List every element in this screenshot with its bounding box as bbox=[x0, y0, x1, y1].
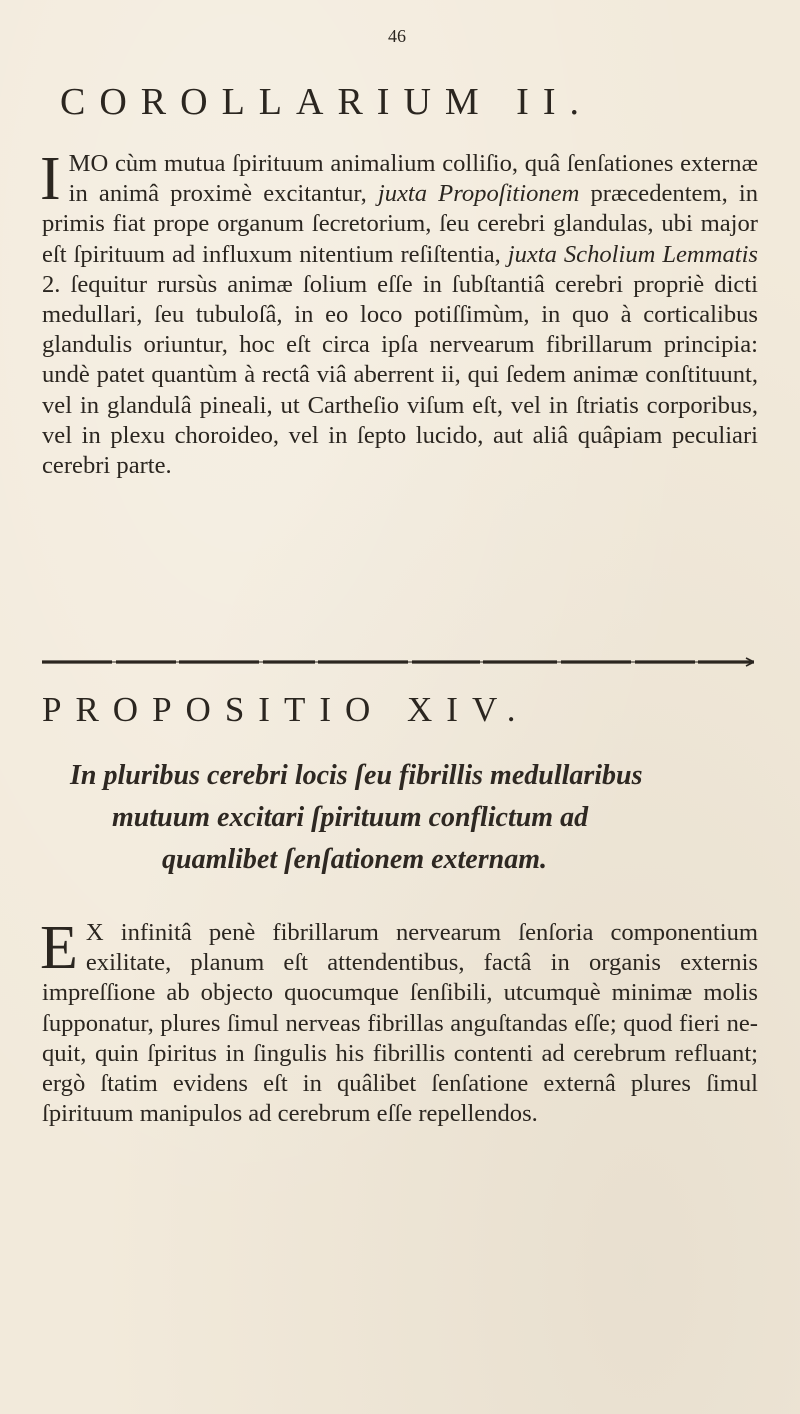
reference-scholium: juxta Scholium Lemmatis bbox=[507, 240, 758, 268]
corollarium-text-3: 2. ſequitur rursùs animæ ſolium eſſe in ſubſtantiâ cerebri propriè dicti medullari, ſeu tubuloſâ, in eo loco potiſſimùm, in quo à corticalibus glandulis oriuntur, hoc eſt circa ipſa nervearum fibrillarum principia: undè patet quantùm à rectâ viâ aberrent ii, qui ſedem animæ conſtituunt, vel in glandulâ pineali, ut Cartheſio viſum eſt, vel in ſtriatis corporibus, vel in plexu choroideo, vel in ſepto lucido, aut aliâ quâpiam peculiari cerebri parte. bbox=[42, 270, 758, 480]
corollarium-paragraph bbox=[40, 145, 758, 481]
propositio-text: X infinitâ penè fibrillarum nervearum ſenſoria componentium exilitate, planum eſt attendentibus, factâ in organis externis impreſſione ab objecto quocumque ſenſibili, utcumquè minimæ molis ſupponatur, plures ſimul nerveas fibrillas anguſtandas eſſe; quod fieri nequit, quin ſpiritus in ſingulis his fibrillis contenti ad cerebrum refluant; ergò ſtatim evidens eſt in quâlibet ſenſatione externâ plures ſimul ſpirituum manipulos ad cerebrum eſſe repellendos. bbox=[42, 919, 758, 1128]
drop-cap-i: I bbox=[40, 145, 61, 213]
corollarium-heading: COROLLARIUM II. bbox=[60, 81, 593, 123]
enunciation-line-3: quamlibet ſenſationem externam. bbox=[162, 844, 547, 875]
ornamental-rule bbox=[42, 657, 754, 667]
propositio-heading: PROPOSITIO XIV. bbox=[42, 690, 530, 729]
drop-cap-e: E bbox=[40, 914, 78, 982]
propositio-enunciation bbox=[70, 755, 760, 881]
enunciation-line-1: In pluribus cerebri locis ſeu fibrillis medullaribus bbox=[70, 760, 643, 791]
page-number: 46 bbox=[388, 26, 406, 46]
reference-propositionem: juxta Propoſitionem bbox=[377, 180, 580, 208]
propositio-paragraph bbox=[40, 914, 758, 1129]
enunciation-line-2: mutuum excitari ſpirituum conflictum ad bbox=[112, 802, 589, 833]
corollarium-text-2: præcedentem, in primis fiat prope organum ſecretorium, ſeu cerebri glandulas, ubi major eſt ſpirituum ad influxum nitentium reſiſtentia, bbox=[42, 180, 758, 268]
corollarium-text-1: MO cùm mutua ſpirituum animalium colliſio, quâ ſenſationes externæ in animâ proximè excitantur, bbox=[68, 150, 758, 208]
